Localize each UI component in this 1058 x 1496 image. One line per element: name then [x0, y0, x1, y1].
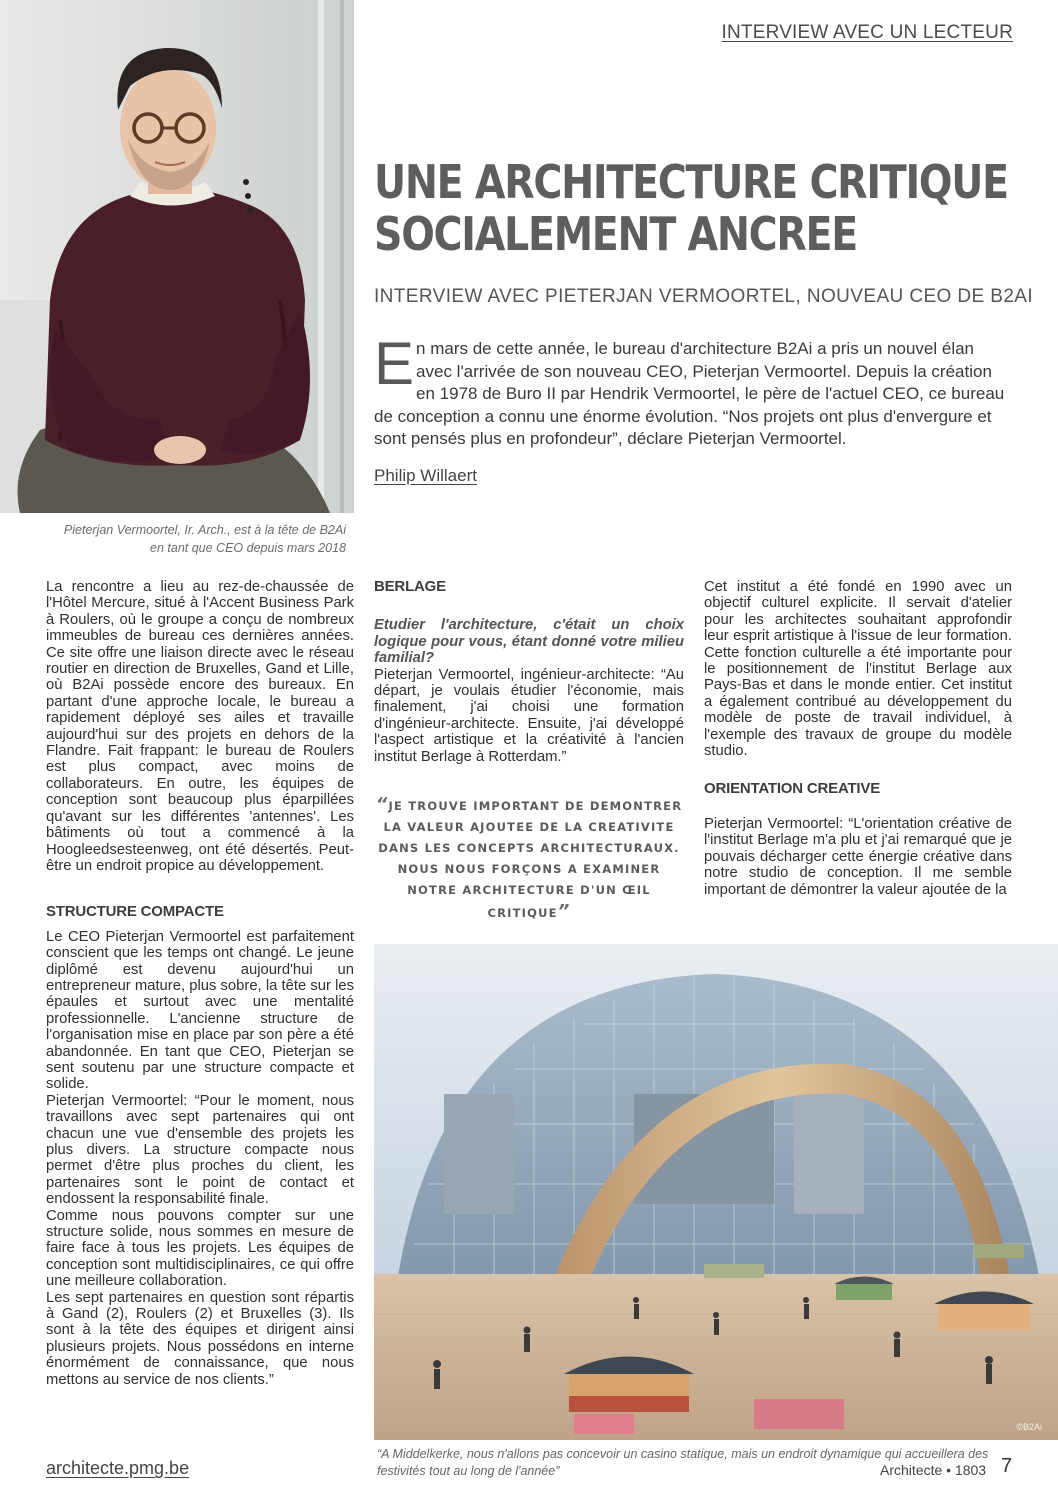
article-subtitle: INTERVIEW AVEC PIETERJAN VERMOORTEL, NOUVEAU CEO DE B2AI — [374, 286, 1034, 307]
body-paragraph: Cet institut a été fondé en 1990 avec un objectif culturel explicite. Il servait d'atelier pour les architectes souhaitant approfondir leur esprit artistique à l'issue de leur formation. Cette fonction culturelle a été importante pour le positionnement de l'institut Berlage aux Pays-Bas et dans le monde entier. Cet institut a également contribué au développement du modèle de poste de travail individuel, à l'exemple des travaux de groupe du modèle studio. — [704, 579, 1012, 760]
section-heading-orientation: ORIENTATION CREATIVE — [704, 780, 881, 798]
pull-quote — [374, 794, 684, 924]
body-paragraph: Pieterjan Vermoortel: “Pour le moment, nous travaillons avec sept partenaires qui ont chacun une vue d'ensemble des projets les plus divers. La structure compacte nous permet d'être plus proches du client, les partenaires sont le point de contact et endossent la responsabilité finale. — [46, 1092, 354, 1208]
body-paragraph: Comme nous pouvons compter sur une structure solide, nous sommes en mesure de faire face à tous les projets. Les équipes de conception sont multidisciplinaires, ce qui offre une meilleure collaboration. — [46, 1207, 354, 1290]
author-byline: Philip Willaert — [374, 466, 477, 485]
section-heading-berlage: BERLAGE — [374, 578, 446, 595]
section-label: INTERVIEW AVEC UN LECTEUR — [721, 22, 1013, 43]
portrait-caption-line1: Pieterjan Vermoortel, Ir. Arch., est à la tête de B2Ai — [63, 523, 346, 537]
market-hall-illustration — [374, 944, 1058, 1440]
body-paragraph: Le CEO Pieterjan Vermoortel est parfaitement conscient que les temps ont changé. Le jeune diplômé est devenu aujourd'hui un entrepreneur mature, plus sobre, la tête sur les épaules et surtout avec une mentalité professionnelle. L'ancienne structure de l'organisation mise en place par son père a été abandonnée. En tant que CEO, Pieterjan se sent soutenu par une structure compacte et solide. — [46, 928, 354, 1093]
body-paragraph: Pieterjan Vermoortel: “L'orientation créative de l'institut Berlage m'a plu et j'ai remarqué que je pouvais décharger cette énergie créative dans notre studio de conception. Il me semble important de démontrer la valeur ajoutée de la — [704, 815, 1012, 898]
body-column-2 — [374, 579, 684, 765]
interview-question: Etudier l'architecture, c'était un choix logique pour vous, étant donné votre milieu familial? — [374, 617, 684, 667]
body-paragraph: Les sept partenaires en question sont répartis à Gand (2), Roulers (2) et Bruxelles (3). Ils sont à la tête des équipes et dirigent ainsi plusieurs projets. Nous possédons en interne énormément de connaissance, que nous mettons au service de nos clients.” — [46, 1289, 354, 1388]
body-column-1 — [46, 579, 354, 1388]
portrait-caption-line2: en tant que CEO depuis mars 2018 — [150, 541, 346, 555]
body-paragraph: La rencontre a lieu au rez-de-chaussée de l'Hôtel Mercure, situé à l'Accent Business Park à Roulers, où le groupe a conçu de nombreux immeubles de bureau ces dernières années. Ce site offre une liaison directe avec le réseau routier en direction de Bruxelles, Gand et Lille, où B2Ai possède encore des bureaux. En partant d'une approche locale, le bureau a rapidement déployé ses ailes et travaille aujourd'hui sur des projets en dehors de la Flandre. Fait frappant: le bureau de Roulers est plus compact, avec moins de collaborateurs. En outre, les équipes de conception sont beaucoup plus éparpillées qu'avant sur les différentes 'antennes'. Les bâtiments où tout a commencé à la Hoogleedsesteenweg, ont été désertés. Peut-être un endroit propice au développement. — [46, 579, 354, 874]
portrait-illustration — [0, 0, 354, 513]
footer-url-link[interactable]: architecte.pmg.be — [46, 1458, 190, 1478]
article-title-line1: UNE ARCHITECTURE CRITIQUE — [374, 155, 1008, 209]
pull-quote-text: JE TROUVE IMPORTANT DE DEMONTRER LA VALEUR AJOUTEE DE LA CREATIVITE DANS LES CONCEPTS ARCHITECTURAUX. NOUS NOUS FORÇONS A EXAMINER NOTRE ARCHITECTURE D'UN ŒIL CRITIQUE — [378, 799, 683, 920]
section-heading-structure: STRUCTURE COMPACTE — [46, 903, 224, 921]
portrait-caption — [46, 521, 346, 557]
article-lead — [374, 330, 1012, 451]
market-hall-render — [374, 944, 1058, 1440]
render-caption: “A Middelkerke, nous n'allons pas concevoir un casino statique, mais un endroit dynamique qui accueillera des festivités tout au long de l'année” — [377, 1447, 989, 1478]
article-title-line2: SOCIALEMENT ANCREE — [374, 207, 858, 261]
portrait-photo — [0, 0, 354, 513]
lead-drop-cap: E — [374, 330, 415, 397]
quote-open-mark: “ — [375, 794, 389, 815]
quote-close-mark: ” — [557, 901, 571, 922]
article-title — [374, 155, 1008, 261]
page-number: 7 — [1001, 1455, 1013, 1477]
interview-answer: Pieterjan Vermoortel, ingénieur-architecte: “Au départ, je voulais étudier l'économie, mais finalement, j'ai choisi une formation d'ingénieur-architecte. Ensuite, j'ai développé l'aspect artistique et la créativité à l'ancien institut Berlage à Rotterdam.” — [374, 666, 684, 765]
footer-magazine-issue: Architecte • 1803 — [880, 1462, 987, 1478]
body-column-3 — [704, 579, 1012, 898]
render-watermark: ©B2Ai — [1016, 1422, 1042, 1432]
lead-text: n mars de cette année, le bureau d'architecture B2Ai a pris un nouvel élan avec l'arrivée de son nouveau CEO, Pieterjan Vermoortel. Depuis la création en 1978 de Buro II par Hendrik Vermoortel, le père de l'actuel CEO, ce bureau de conception a connu une énorme évolution. “Nos projets ont plus d'envergure et sont pensés plus en profondeur”, déclare Pieterjan Vermoortel. — [374, 339, 1005, 448]
